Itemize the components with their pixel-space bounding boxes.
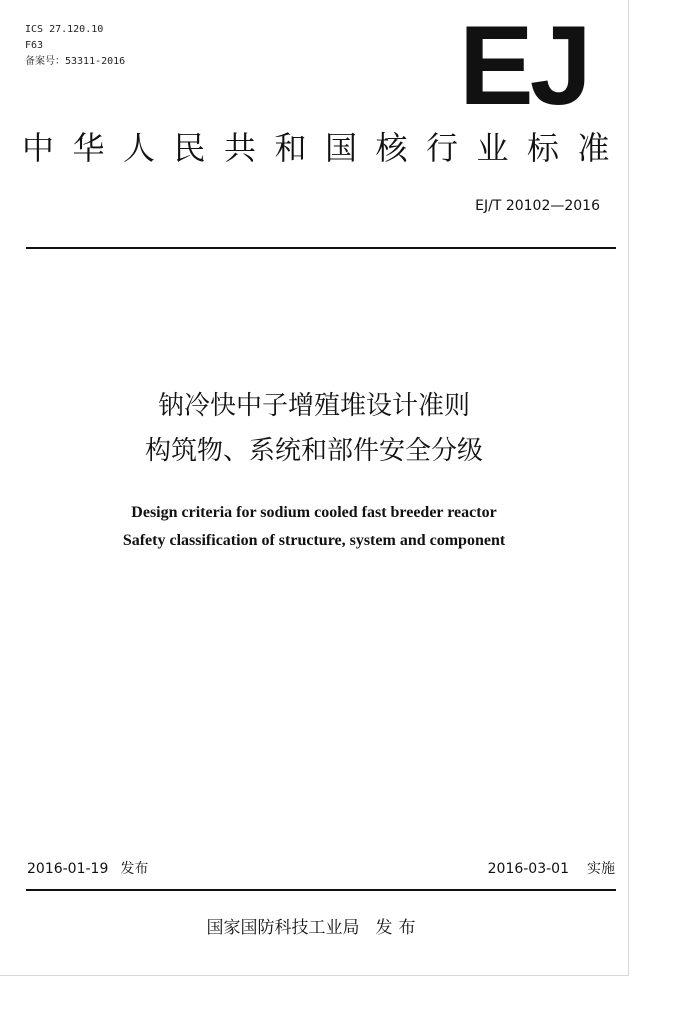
issue-label: 发布 (120, 861, 149, 877)
issue-date-block (27, 859, 148, 879)
effective-date: 2016-03-01 (487, 861, 569, 877)
english-title-line-2: Safety classification of structure, system and component (122, 532, 506, 549)
effective-date-block (488, 859, 615, 879)
english-title-line-1: Design criteria for sodium cooled fast breeder reactor (131, 504, 497, 521)
publisher-name: 国家国防科技工业局 (206, 918, 360, 938)
top-divider (26, 247, 616, 249)
bottom-divider (26, 889, 616, 891)
chinese-title-line-1: 钠冷快中子增殖堆设计准则 (157, 391, 470, 421)
ej-logo: EJ (459, 3, 588, 128)
issue-date: 2016-01-19 (27, 861, 109, 877)
publisher-block (0, 916, 628, 940)
publisher-action: 发布 (375, 918, 422, 938)
classification-code: F63 (25, 40, 44, 51)
standard-category-title: 中华人民共和国核行业标准 (22, 129, 629, 167)
record-number: 备案号：53311-2016 (25, 56, 126, 67)
standard-number: EJ/T 20102—2016 (475, 198, 600, 214)
effective-label: 实施 (587, 861, 615, 877)
chinese-title-line-2: 构筑物、系统和部件安全分级 (144, 436, 483, 466)
ics-code: ICS 27.120.10 (25, 24, 104, 35)
meta-block (25, 22, 125, 70)
